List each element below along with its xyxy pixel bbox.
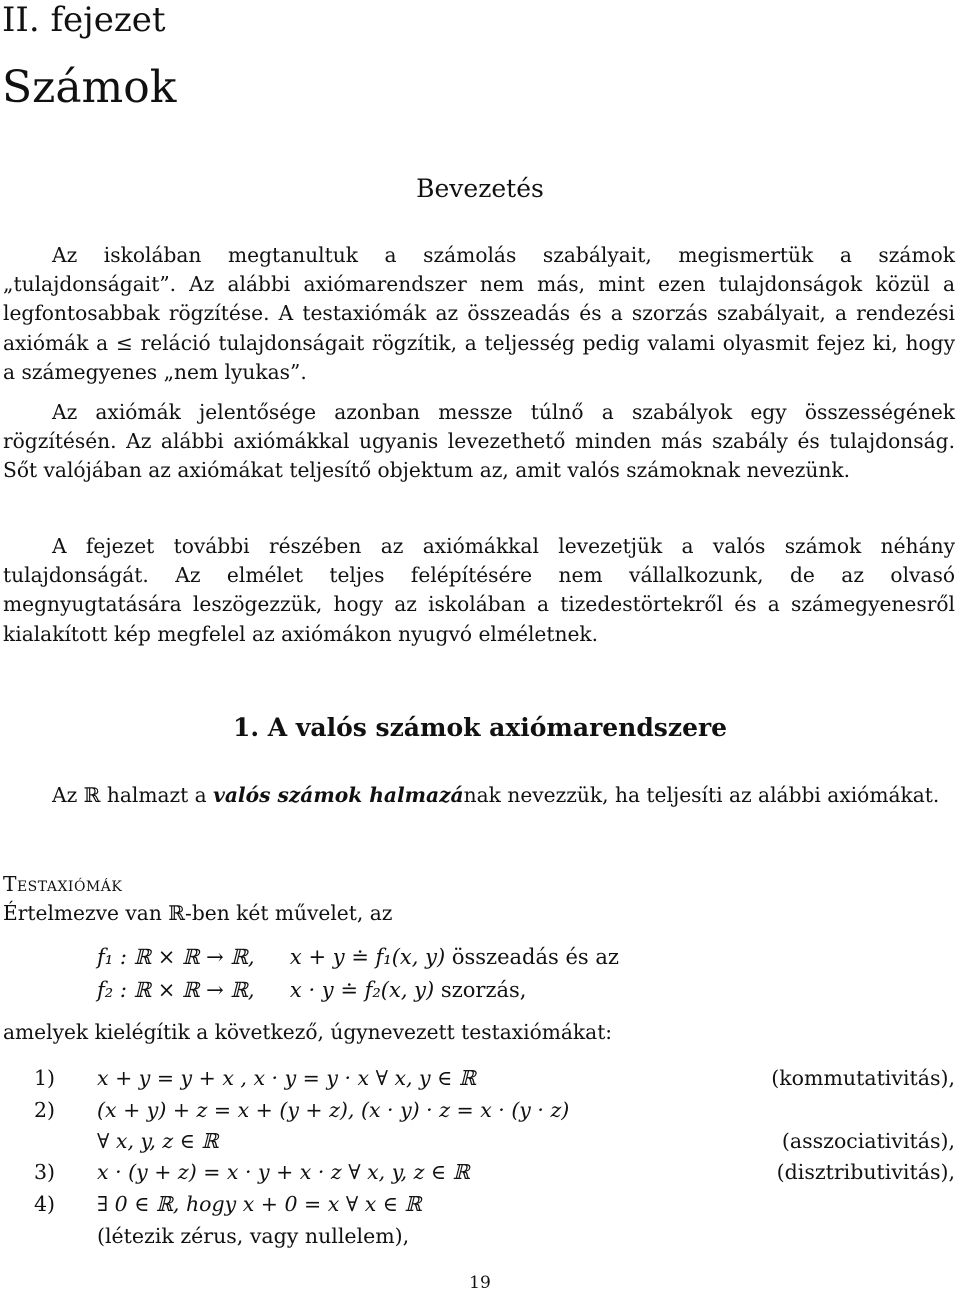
intro-paragraph-3: A fejezet további részében az axiómákkal levezetjük a valós számok néhány tulajdonságát. Az elmélet teljes felépítésére nem vállalkozunk, de az olvasó megnyugtatására leszögezzük, hogy az iskolában a tizedestörtekről és a számegyenesről kialakított kép megfelel az axiómákon nyugvó elméletnek. bbox=[3, 534, 955, 646]
testaxiomak-heading: Testaxiómák bbox=[3, 872, 123, 896]
operation-addition-text: összeadás és az bbox=[445, 945, 619, 969]
chapter-label: II. fejezet bbox=[2, 0, 166, 40]
axiom-number: 2) bbox=[34, 1098, 56, 1122]
axiom-name: (disztributivitás), bbox=[776, 1160, 955, 1184]
axiom-formula: x · (y + z) = x · y + x · z ∀ x, y, z ∈ ℝ bbox=[97, 1160, 470, 1184]
axiom-name: (kommutativitás), bbox=[771, 1066, 955, 1090]
axiom-formula: ∀ x, y, z ∈ ℝ bbox=[97, 1129, 219, 1153]
operation-addition-definition: x + y ≐ f₁(x, y) bbox=[289, 945, 446, 969]
axioms-follow-sentence: amelyek kielégítik a következő, úgynevezett testaxiómákat: bbox=[3, 1020, 613, 1044]
definition-text-before: Az ℝ halmazt a bbox=[52, 783, 214, 807]
axiom-name: (asszociativitás), bbox=[781, 1129, 955, 1153]
axiom-formula: ∃ 0 ∈ ℝ, hogy x + 0 = x ∀ x ∈ ℝ bbox=[97, 1192, 422, 1216]
definition-emphasis: valós számok halmazá bbox=[213, 783, 464, 807]
axiom-number: 3) bbox=[34, 1160, 56, 1184]
intro-paragraph-1: Az iskolában megtanultuk a számolás szabályait, megismertük a számok „tulajdonságait”. Az alábbi axiómarendszer nem más, mint ezen tulajdonságok közül a legfontosabbak rögzítése. A testaxiómák az összeadás és a szorzás szabályait, a rendezési axiómák a ≤ reláció tulajdonságait rögzítik, a teljesség pedig valami olyasmit fejez ki, hogy a számegyenes „nem lyukas”. bbox=[3, 243, 955, 384]
axiom-number: 1) bbox=[34, 1066, 56, 1090]
intro-paragraph-2: Az axiómák jelentősége azonban messze túlnő a szabályok egy összességének rögzítésén. Az alábbi axiómákkal ugyanis levezethető minden más szabály és tulajdonság. Sőt valójában az axiómákat teljesítő objektum az, amit valós számoknak nevezünk. bbox=[3, 400, 955, 483]
axiom-formula: (x + y) + z = x + (y + z), (x · y) · z = x · (y · z) bbox=[97, 1098, 570, 1122]
operation-multiplication-signature: f₂ : ℝ × ℝ → ℝ, bbox=[97, 978, 255, 1002]
section-heading: 1. A valós számok axiómarendszere bbox=[232, 713, 728, 742]
operation-multiplication-definition: x · y ≐ f₂(x, y) bbox=[289, 978, 435, 1002]
operations-intro: Értelmezve van ℝ-ben két művelet, az bbox=[3, 901, 393, 925]
axiom-number: 4) bbox=[34, 1192, 56, 1216]
definition-paragraph bbox=[3, 781, 955, 810]
chapter-title: Számok bbox=[2, 62, 177, 113]
intro-heading: Bevezetés bbox=[416, 174, 544, 203]
axiom-formula: (létezik zérus, vagy nullelem), bbox=[97, 1224, 410, 1248]
page-number: 19 bbox=[469, 1273, 491, 1293]
definition-text-after: nak nevezzük, ha teljesíti az alábbi axiómákat. bbox=[463, 783, 940, 807]
operation-addition bbox=[97, 943, 619, 972]
operation-multiplication bbox=[97, 976, 526, 1005]
operation-multiplication-text: szorzás, bbox=[434, 978, 527, 1002]
operation-addition-signature: f₁ : ℝ × ℝ → ℝ, bbox=[97, 945, 255, 969]
axiom-formula: x + y = y + x , x · y = y · x ∀ x, y ∈ ℝ bbox=[97, 1066, 476, 1090]
